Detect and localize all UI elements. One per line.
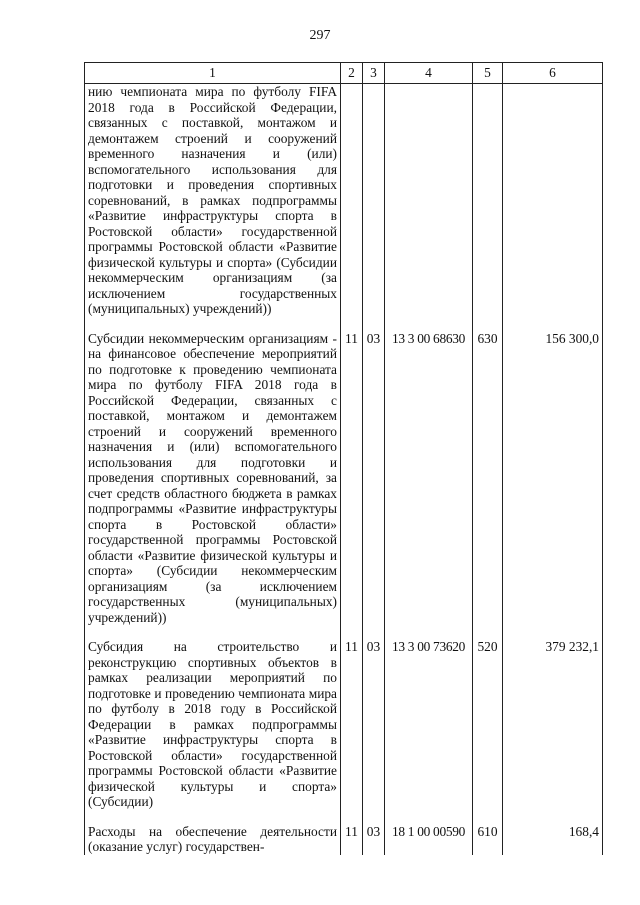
row-section — [341, 84, 363, 317]
row-description: Субсидия на строительство и реконструкцию спортивных объектов в рамках реализации мероприятий по подготовке и проведению чемпионата мира по футболу в 2018 году в Российской Федерации в рамках подпрограммы «Развитие инфраструктуры спорта в Ростовской области» государственной программы Ростовской области «Развитие физической культуры и спорта» (Субсидии) — [85, 639, 341, 810]
page-number: 297 — [309, 28, 331, 43]
row-section: 11 — [341, 639, 363, 810]
table-row — [85, 84, 603, 317]
row-spacer — [85, 810, 603, 824]
row-subsection: 03 — [363, 331, 385, 626]
column-header-1: 1 — [85, 63, 341, 84]
row-subsection — [363, 84, 385, 317]
row-spacer — [85, 317, 603, 331]
column-header-6: 6 — [503, 63, 603, 84]
table-header-row — [85, 63, 603, 84]
row-section: 11 — [341, 824, 363, 855]
row-target-article — [385, 84, 473, 317]
table-row — [85, 824, 603, 855]
row-description: нию чемпионата мира по футболу FIFA 2018 года в Российской Федерации, связанных с поставкой, монтажом и демонтажем строений и сооружений временного назначения и (или) вспомогательного использования для подготовки и проведения спортивных соревнований, в рамках подпрограммы «Развитие инфраструктуры спорта в Ростовской области» государственной программы Ростовской области «Развитие физической культуры и спорта» (Субсидии некоммерческим организациям (за исключением государственных (муниципальных) учреждений)) — [85, 84, 341, 317]
row-section: 11 — [341, 331, 363, 626]
row-target-article: 18 1 00 00590 — [385, 824, 473, 855]
row-amount: 156 300,0 — [503, 331, 603, 626]
row-subsection: 03 — [363, 639, 385, 810]
budget-table — [84, 62, 603, 855]
column-header-2: 2 — [341, 63, 363, 84]
column-header-5: 5 — [473, 63, 503, 84]
table-row — [85, 331, 603, 626]
table-row — [85, 639, 603, 810]
row-target-article: 13 3 00 68630 — [385, 331, 473, 626]
column-header-3: 3 — [363, 63, 385, 84]
column-header-4: 4 — [385, 63, 473, 84]
row-expense-type: 630 — [473, 331, 503, 626]
row-description: Субсидии некоммерческим организациям - на финансовое обеспечение мероприятий по подготовке к проведению чемпионата мира по футболу FIFA 2018 года в Российской Федерации, связанных с поставкой, монтажом и демонтажем строений и сооружений временного назначения и (или) вспомогательного использования для подготовки и проведения спортивных соревнований, за счет средств областного бюджета в рамках подпрограммы «Развитие инфраструктуры спорта в Ростовской области» государственной программы Ростовской области «Развитие физической культуры и спорта» (Субсидии некоммерческим организациям (за исключением государственных (муниципальных) учреждений)) — [85, 331, 341, 626]
row-amount: 168,4 — [503, 824, 603, 855]
row-expense-type: 610 — [473, 824, 503, 855]
row-subsection: 03 — [363, 824, 385, 855]
row-target-article: 13 3 00 73620 — [385, 639, 473, 810]
row-amount — [503, 84, 603, 317]
row-description: Расходы на обеспечение деятельности (оказание услуг) государствен- — [85, 824, 341, 855]
row-expense-type — [473, 84, 503, 317]
row-spacer — [85, 625, 603, 639]
row-amount: 379 232,1 — [503, 639, 603, 810]
row-expense-type: 520 — [473, 639, 503, 810]
